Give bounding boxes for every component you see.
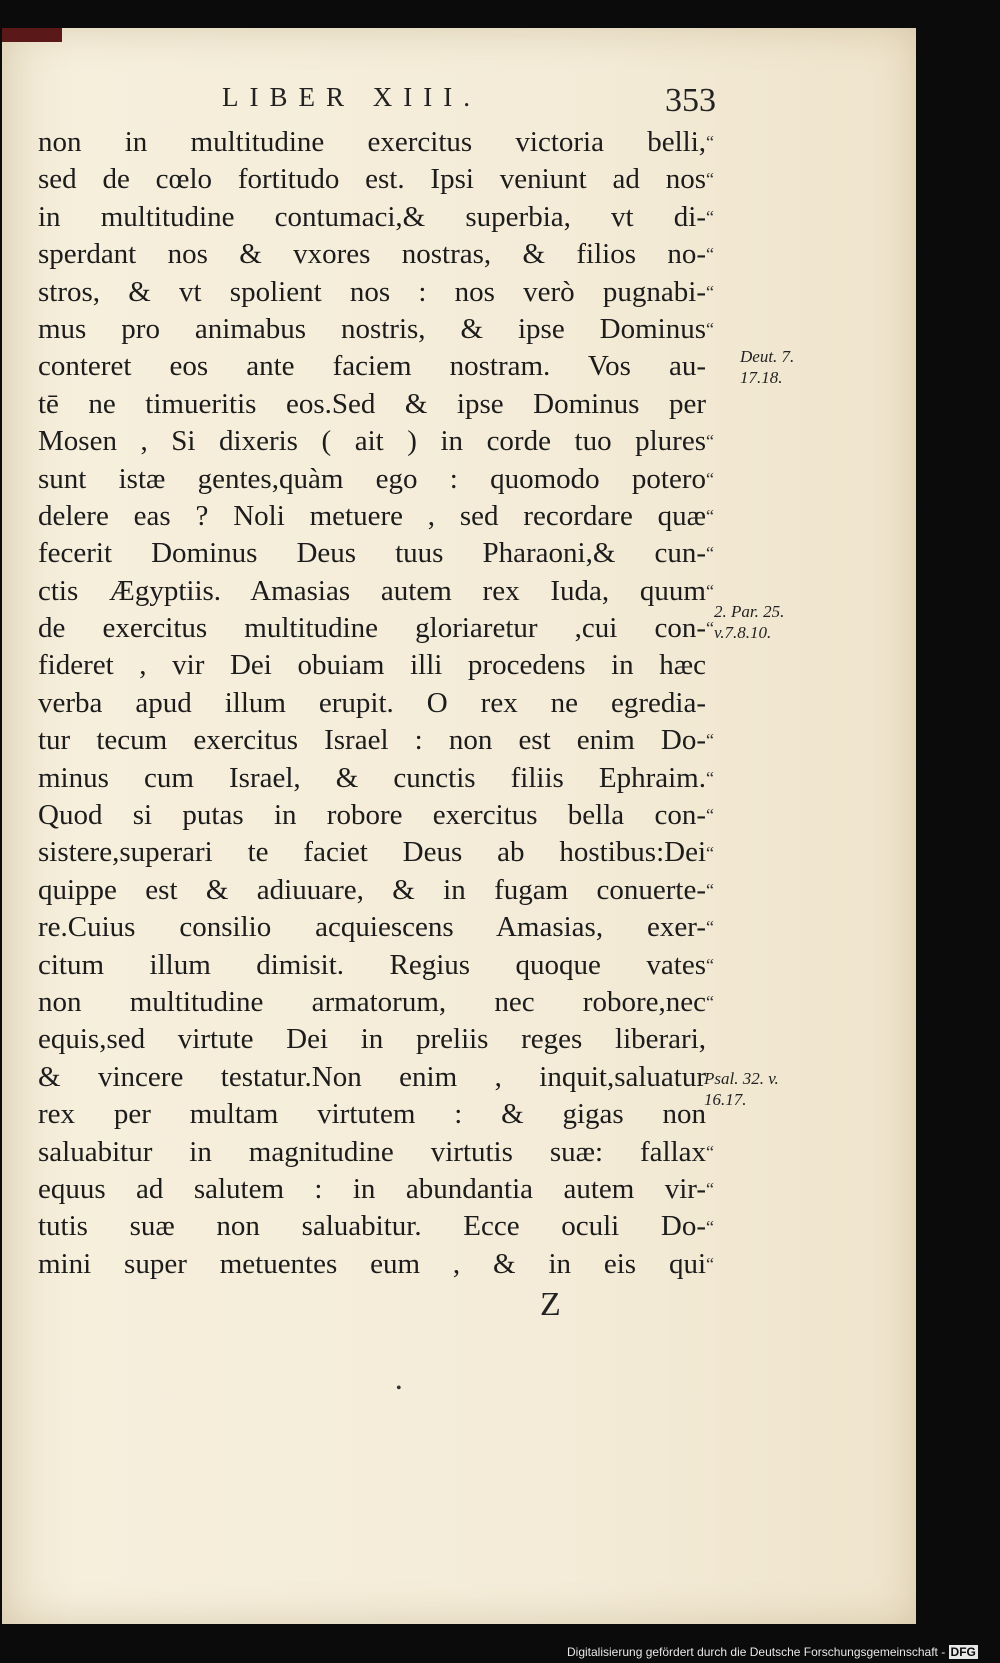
text-line: non multitudine armatorum, nec robore,nec bbox=[38, 985, 706, 1018]
dfg-logo: DFG bbox=[950, 1645, 976, 1659]
quote-mark: “ bbox=[706, 992, 714, 1013]
quote-mark: “ bbox=[706, 468, 714, 489]
text-line: tutis suæ non saluabitur. Ecce oculi Do- bbox=[38, 1210, 706, 1243]
main-text-block bbox=[38, 124, 706, 1283]
quote-mark: “ bbox=[706, 1254, 714, 1274]
text-line: sed de cœlo fortitudo est. Ipsi veniunt ad nos bbox=[38, 163, 706, 196]
quote-mark: “ bbox=[706, 580, 714, 601]
text-line: re.Cuius consilio acquiescens Amasias, exer- bbox=[38, 911, 706, 944]
margin-note-deut-line1: Deut. 7. bbox=[740, 347, 795, 366]
quote-mark: “ bbox=[706, 767, 714, 788]
margin-note-psal-line1: Psal. 32. v. bbox=[704, 1069, 779, 1088]
text-line: conteret eos ante faciem nostram. Vos au- bbox=[38, 350, 706, 383]
text-line: fecerit Dominus Deus tuus Pharaoni,& cun- bbox=[38, 537, 706, 570]
quote-mark: “ bbox=[706, 244, 714, 265]
margin-note-par-line1: 2. Par. 25. bbox=[714, 602, 785, 621]
text-line: stros, & vt spolient nos : nos verò pugnabi- bbox=[38, 275, 706, 308]
quote-mark: “ bbox=[706, 954, 714, 975]
margin-note-deut bbox=[740, 346, 794, 388]
text-line: citum illum dimisit. Regius quoque vates bbox=[38, 948, 706, 981]
quote-mark: “ bbox=[706, 431, 714, 452]
text-line: mini super metuentes eum , & in eis qui bbox=[38, 1247, 706, 1280]
text-line: sunt istæ gentes,quàm ego : quomodo potero bbox=[38, 462, 706, 495]
text-line: sistere,superari te faciet Deus ab hostibus:Dei bbox=[38, 836, 706, 869]
quote-mark: “ bbox=[706, 1141, 714, 1162]
margin-note-psal bbox=[704, 1068, 779, 1110]
text-line: minus cum Israel, & cunctis filiis Ephraim. bbox=[38, 761, 706, 794]
signature-mark: Z bbox=[540, 1286, 561, 1323]
text-line: equus ad salutem : in abundantia autem vir- bbox=[38, 1172, 706, 1205]
quote-mark: “ bbox=[706, 1179, 714, 1200]
quote-mark: “ bbox=[706, 206, 714, 227]
text-line: fideret , vir Dei obuiam illi procedens in hæc bbox=[38, 649, 706, 682]
quote-mark: “ bbox=[706, 805, 714, 826]
text-line: Quod si putas in robore exercitus bella con- bbox=[38, 799, 706, 832]
quote-mark: “ bbox=[706, 506, 714, 526]
margin-note-par bbox=[714, 601, 784, 643]
text-line: rex per multam virtutem : & gigas non bbox=[38, 1098, 706, 1131]
text-line: mus pro animabus nostris, & ipse Dominus bbox=[38, 312, 706, 345]
margin-note-psal-line2: 16.17. bbox=[704, 1090, 747, 1109]
quote-mark: “ bbox=[706, 880, 714, 900]
quote-mark: “ bbox=[706, 1216, 714, 1237]
footer-text: Digitalisierung gefördert durch die Deutsche Forschungsgemeinschaft - bbox=[567, 1645, 946, 1659]
page-edge-mark bbox=[2, 28, 62, 42]
quote-mark: “ bbox=[706, 917, 714, 938]
page-number: 353 bbox=[665, 82, 716, 119]
text-line: sperdant nos & vxores nostras, & filios no- bbox=[38, 238, 706, 271]
text-line: & vincere testatur.Non enim , inquit,saluatur bbox=[38, 1060, 706, 1093]
quote-mark: “ bbox=[706, 543, 714, 564]
text-line: delere eas ? Noli metuere , sed recordare quæ bbox=[38, 499, 706, 532]
text-line: in multitudine contumaci,& superbia, vt di- bbox=[38, 200, 706, 233]
quote-mark: “ bbox=[706, 842, 714, 863]
running-title: LIBER XIII. bbox=[222, 82, 481, 112]
margin-note-par-line2: v.7.8.10. bbox=[714, 623, 772, 642]
quote-mark: “ bbox=[706, 132, 714, 152]
text-line: verba apud illum erupit. O rex ne egredia- bbox=[38, 686, 706, 719]
text-line: tē ne timueritis eos.Sed & ipse Dominus per bbox=[38, 387, 706, 420]
text-line: tur tecum exercitus Israel : non est enim Do- bbox=[38, 724, 706, 757]
text-line: ctis Ægyptiis. Amasias autem rex Iuda, quum bbox=[38, 574, 706, 607]
quote-mark: “ bbox=[706, 281, 714, 302]
ornament-dot: • bbox=[396, 1380, 402, 1397]
quote-mark: “ bbox=[706, 319, 714, 339]
quote-mark: “ bbox=[706, 730, 714, 751]
text-line: quippe est & adiuuare, & in fugam conuerte- bbox=[38, 873, 706, 906]
text-line: Mosen , Si dixeris ( ait ) in corde tuo plures bbox=[38, 425, 706, 458]
footer-credit bbox=[567, 1645, 978, 1659]
text-line: equis,sed virtute Dei in preliis reges liberari, bbox=[38, 1023, 706, 1056]
quote-mark: “ bbox=[706, 169, 714, 190]
margin-note-deut-line2: 17.18. bbox=[740, 368, 783, 387]
text-line: de exercitus multitudine gloriaretur ,cui con- bbox=[38, 612, 706, 645]
text-line: non in multitudine exercitus victoria belli, bbox=[38, 126, 706, 158]
text-line: saluabitur in magnitudine virtutis suæ: fallax bbox=[38, 1135, 706, 1168]
quote-mark: “ bbox=[706, 618, 714, 639]
